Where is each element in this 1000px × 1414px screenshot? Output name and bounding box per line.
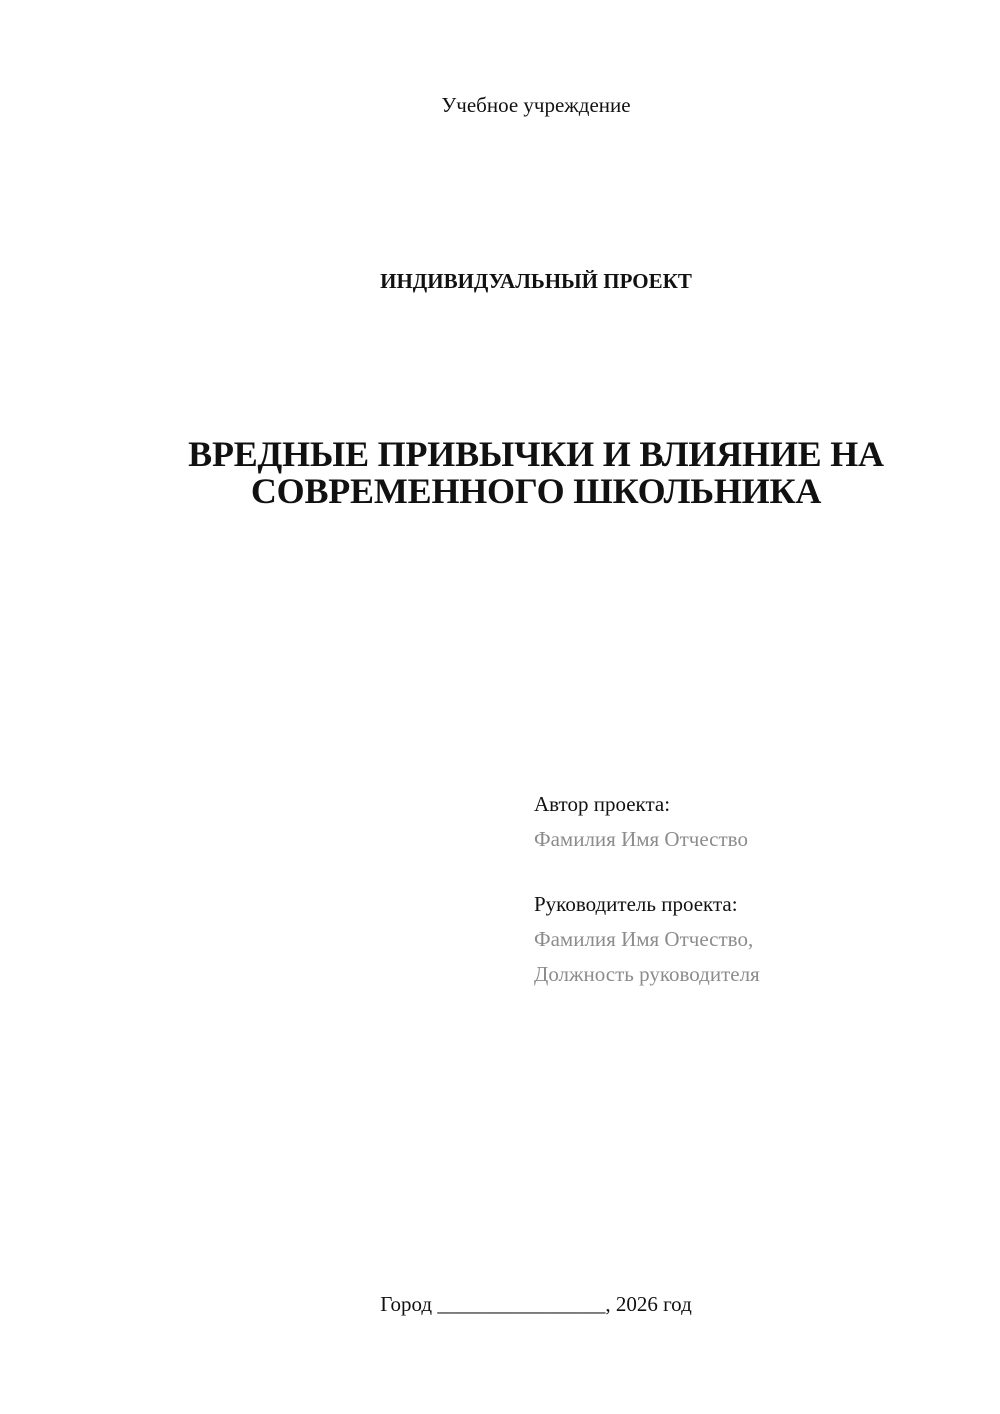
author-name: Фамилия Имя Отчество (534, 827, 748, 851)
project-title (0, 436, 1000, 510)
project-info (534, 787, 974, 1022)
supervisor-block (534, 887, 974, 992)
supervisor-name: Фамилия Имя Отчество, (534, 927, 754, 951)
institution-name: Учебное учреждение (441, 93, 631, 117)
author-block (534, 787, 974, 857)
author-label: Автор проекта: (534, 792, 671, 816)
project-title-line-2: СОВРЕМЕННОГО ШКОЛЬНИКА (250, 471, 822, 511)
document-type: ИНДИВИДУАЛЬНЫЙ ПРОЕКТ (380, 269, 692, 293)
supervisor-label: Руководитель проекта: (534, 892, 738, 916)
city-year-line: Город ________________, 2026 год (380, 1292, 692, 1316)
supervisor-position: Должность руководителя (534, 962, 760, 986)
project-title-line-1: ВРЕДНЫЕ ПРИВЫЧКИ И ВЛИЯНИЕ НА (188, 434, 884, 474)
